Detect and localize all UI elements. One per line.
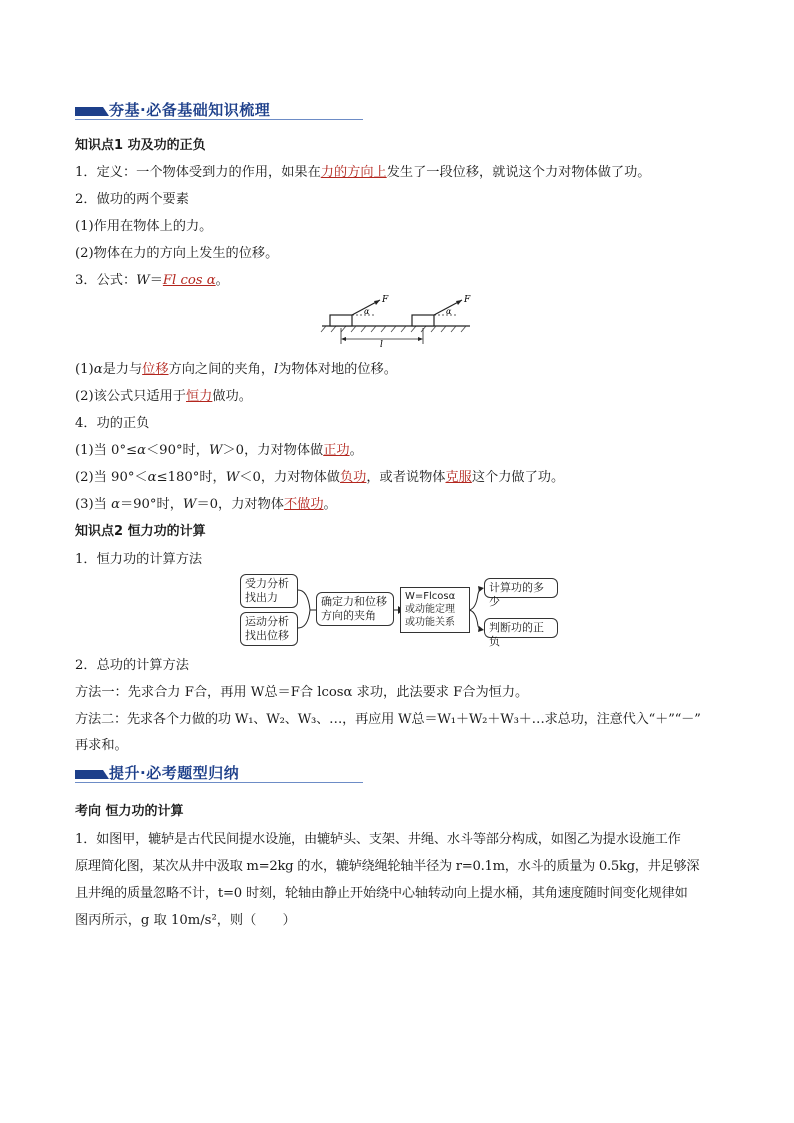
s1-mid: ＜90°时， — [146, 443, 209, 458]
note1-post2: 为物体对地的位移。 — [278, 362, 397, 377]
s2-alpha: α — [147, 470, 157, 485]
s3-mid: ＝90°时， — [119, 497, 183, 512]
element-2: (2)物体在力的方向上发生的位移。 — [75, 246, 279, 261]
s2-answer-2: 克服 — [445, 470, 472, 485]
flow-magnitude: 计算功的多少 — [484, 578, 558, 598]
s2-w: W — [225, 470, 240, 485]
s2-post: 这个力做了功。 — [471, 470, 565, 485]
block-2 — [412, 315, 434, 326]
s2-mid: ≤180°时， — [156, 470, 226, 485]
note1-alpha: α — [93, 362, 103, 377]
sign-case-2 — [75, 466, 564, 485]
formula-eq: ＝ — [149, 273, 163, 288]
flow-chart — [240, 574, 560, 648]
s3-post: 。 — [323, 497, 337, 512]
sign-title: 4．功的正负 — [75, 416, 150, 431]
formula-w: W — [136, 273, 150, 288]
note1-l: l — [274, 362, 279, 377]
note1-answer: 位移 — [142, 362, 169, 377]
question-line-1: 1．如图甲，辘轳是古代民间提水设施，由辘轳头、支架、井绳、水斗等部分构成，如图乙为提水设施工作 — [75, 832, 681, 847]
flow-angle: 确定力和位移 方向的夹角 — [316, 592, 394, 626]
force-label-2: F — [464, 295, 471, 305]
section-header-1 — [75, 99, 365, 121]
sign-case-3 — [75, 493, 337, 512]
force-label-1: F — [382, 295, 389, 305]
s3-pre: (3)当 — [75, 497, 112, 512]
s2-answer: 负功 — [340, 470, 367, 485]
question-line-2: 原理简化图，某次从井中汲取 m=2kg 的水，辘轳绕绳轮轴半径为 r=0.1m，水斗的质量为 0.5kg，井足够深 — [75, 859, 700, 874]
section-underline — [75, 119, 363, 120]
s1-w: W — [208, 443, 223, 458]
def-post: 发生了一段位移，就说这个力对物体做了功。 — [386, 165, 651, 180]
section-title: 夯基·必备基础知识梳理 — [109, 101, 271, 119]
sign-case-1 — [75, 439, 363, 458]
note2-post: 做功。 — [212, 389, 252, 404]
kp2-title: 知识点2 恒力功的计算 — [75, 524, 206, 539]
s3-answer: 不做功 — [283, 497, 324, 512]
method-2: 方法二：先求各个力做的功 W₁、W₂、W₃、…，再应用 W总＝W₁＋W₂＋W₃＋…求总功，注意代入“＋”“－” — [75, 712, 701, 727]
method-2-cont: 再求和。 — [75, 738, 128, 753]
note-2 — [75, 385, 252, 404]
flow-force-analysis: 受力分析 找出力 — [240, 574, 298, 608]
angle-label-1: α — [364, 307, 370, 316]
angle-label-2: α — [446, 307, 452, 316]
section-bar-icon — [75, 770, 103, 779]
note1-pre: (1) — [75, 362, 94, 377]
s2-pre: (2)当 90°＜ — [75, 470, 148, 485]
s1-post: 。 — [349, 443, 363, 458]
formula-pre: 3．公式： — [75, 273, 137, 288]
formula-answer: Fl cos α — [162, 273, 216, 288]
note1-mid: 是力与 — [102, 362, 143, 377]
flow-motion-analysis: 运动分析 找出位移 — [240, 612, 298, 646]
s2-mid2: ＜0，力对物体做 — [239, 470, 340, 485]
work-figure — [318, 292, 474, 348]
total-title: 2．总功的计算方法 — [75, 658, 189, 673]
section-header-2 — [75, 762, 365, 784]
section-underline — [75, 782, 363, 783]
flow-sign: 判断功的正负 — [484, 618, 558, 638]
question-topic: 考向 恒力功的计算 — [75, 804, 184, 819]
flow-formula: W=Flcosα 或动能定理 或功能关系 — [400, 587, 470, 633]
method-title: 1．恒力功的计算方法 — [75, 552, 203, 567]
formula-post: 。 — [215, 273, 229, 288]
displacement-label: l — [380, 340, 383, 348]
s3-alpha: α — [111, 497, 120, 512]
s1-alpha: α — [137, 443, 146, 458]
s1-answer: 正功 — [323, 443, 350, 458]
s1-mid2: ＞0，力对物体做 — [222, 443, 324, 458]
block-1 — [330, 315, 352, 326]
def-pre: 1．定义：一个物体受到力的作用，如果在 — [75, 165, 321, 180]
definition-line — [75, 161, 650, 180]
section-bar-icon — [75, 107, 103, 116]
s3-w: W — [182, 497, 197, 512]
formula-line — [75, 269, 229, 288]
note-1 — [75, 358, 397, 377]
kp1-title: 知识点1 功及功的正负 — [75, 138, 206, 153]
note2-pre: (2)该公式只适用于 — [75, 389, 186, 404]
s2-mid3: ，或者说物体 — [366, 470, 446, 485]
method-1: 方法一：先求合力 F合，再用 W总＝F合 lcosα 求功，此法要求 F合为恒力。 — [75, 685, 529, 700]
s1-pre: (1)当 0°≤ — [75, 443, 138, 458]
s3-mid2: ＝0，力对物体 — [196, 497, 284, 512]
element-1: (1)作用在物体上的力。 — [75, 219, 213, 234]
note2-answer: 恒力 — [186, 389, 213, 404]
section-title: 提升·必考题型归纳 — [109, 764, 240, 782]
def-answer: 力的方向上 — [320, 165, 387, 180]
note1-post: 方向之间的夹角， — [168, 362, 275, 377]
question-line-4: 图丙所示，g 取 10m/s²，则（ ） — [75, 913, 296, 928]
two-elements-title: 2．做功的两个要素 — [75, 192, 189, 207]
question-line-3: 且井绳的质量忽略不计，t=0 时刻，轮轴由静止开始绕中心轴转动向上提水桶，其角速度随时间变化规律如 — [75, 886, 688, 901]
